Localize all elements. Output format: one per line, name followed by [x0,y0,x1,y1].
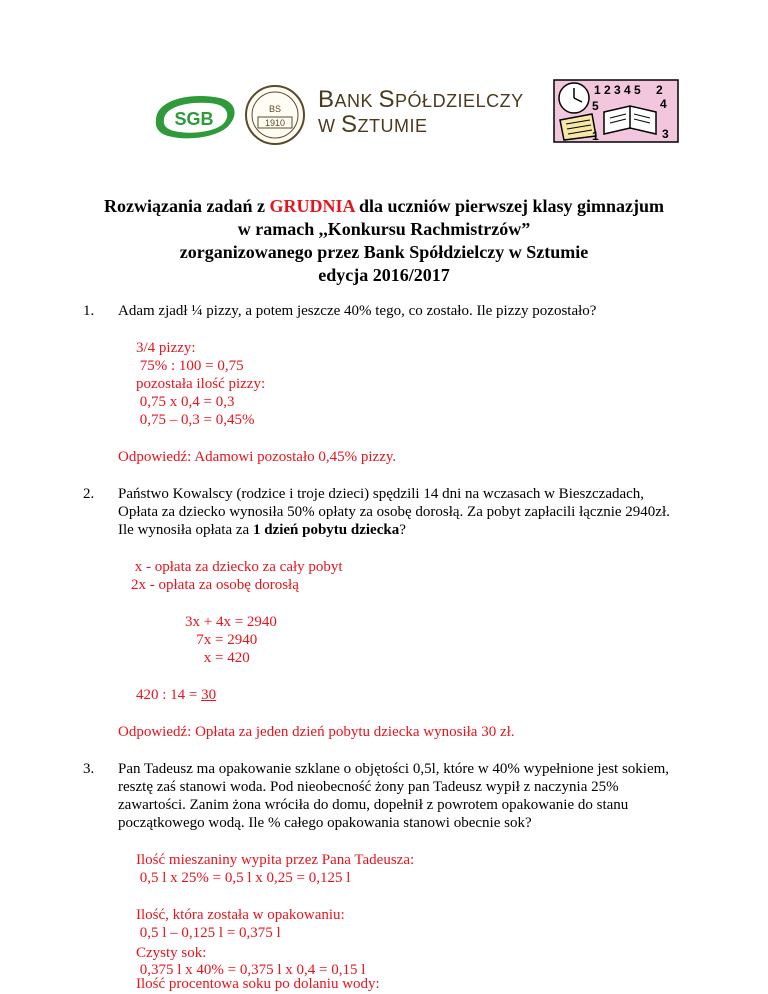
task1-number: 1. [83,303,95,319]
seal-year-text: 1910 [264,118,286,128]
task2-number: 2. [83,486,95,502]
task3-step-line: 0,5 l – 0,125 l = 0,375 l [136,925,281,941]
task2-question-line: Państwo Kowalscy (rodzice i troje dzieci) spędzili 14 dni na wczasach w Bieszczadach, [118,486,645,502]
task2-equation: 3x + 4x = 2940 [185,614,277,630]
bank-name-line1: BANK SPÓŁDZIELCZY [318,86,524,113]
task1-solution-line: pozostała ilość pizzy: [136,376,266,392]
task3-question-line: Pan Tadeusz ma opakowanie szklane o objętości 0,5l, które w 40% wypełnione jest sokiem, [118,761,670,777]
bank-name-line2: W SZTUMIE [318,111,428,138]
task2-equation: 7x = 2940 [185,632,258,648]
title-line1: Rozwiązania zadań z GRUDNIA dla uczniów pierwszej klasy gimnazjum [103,196,664,216]
task3-step-line: Ilość procentowa soku po dolaniu wody: [136,976,380,992]
svg-text:1: 1 [592,129,599,143]
svg-text:3: 3 [662,127,669,141]
task1-solution-line: 0,75 x 0,4 = 0,3 [136,394,235,410]
svg-text:1 2 3 4 5: 1 2 3 4 5 [594,83,641,97]
task2-division-result: 30 [201,687,217,703]
header-logos [140,78,680,148]
task2-definition: 2x - opłata za osobę dorosłą [131,577,299,593]
task3-step-line: Ilość, która została w opakowaniu: [136,907,345,923]
task3-step-line: Czysty sok: [136,945,207,961]
bank-name [318,88,524,138]
task2-equation: x = 420 [185,650,250,666]
task1-solution-line: 75% : 100 = 0,75 [136,358,244,374]
task3-step-line: 0,375 l x 40% = 0,375 l x 0,4 = 0,15 l [136,962,366,978]
sgb-logo-icon [150,90,240,144]
task3-question-line: resztę zaś stanowi woda. Pod nieobecność żony pan Tadeusz wypił z naczynia 25% [118,779,619,795]
task1-answer: Odpowiedź: Adamowi pozostało 0,45% pizzy. [118,449,397,465]
task2-answer: Odpowiedź: Opłata za jeden dzień pobytu dziecka wynosiła 30 zł. [118,724,515,740]
sgb-logo-text: SGB [174,109,214,129]
task2-division: 420 : 14 = 30 [136,687,217,703]
title-line2: w ramach ,,Konkursu Rachmistrzów” [237,219,531,239]
task2-question-line: Opłata za dziecko wynosiła 50% opłaty za osobę dorosłą. Za pobyt zapłacili łącznie 2940zł. [118,504,670,520]
title-line3: zorganizowanego przez Bank Spółdzielczy w Sztumie [179,242,589,262]
task2-definition: x - opłata za dziecko za cały pobyt [131,559,343,575]
document-title [0,195,768,287]
task3-step-line: 0,5 l x 25% = 0,5 l x 0,25 = 0,125 l [136,870,351,886]
task1-solution-line: 0,75 – 0,3 = 0,45% [136,412,255,428]
task2-question-line: Ile wynosiła opłata za 1 dzień pobytu dziecka? [118,522,406,538]
task1-question: Adam zjadł ¼ pizzy, a potem jeszcze 40% tego, co zostało. Ile pizzy pozostało? [118,303,597,319]
svg-text:5: 5 [592,99,599,113]
task3-number: 3. [83,761,95,777]
title-line4: edycja 2016/2017 [318,265,450,285]
task3-step-line: Ilość mieszaniny wypita przez Pana Tadeusza: [136,852,415,868]
svg-text:2: 2 [656,83,663,97]
task1-solution-line: 3/4 pizzy: [136,340,196,356]
clock-books-numbers-icon [552,78,680,144]
seal-top-text: BS [268,104,282,114]
task3-question-line: zawartości. Zanim żona wróciła do domu, dopełnił z powrotem opakowanie do stanu [118,797,629,813]
svg-text:4: 4 [660,97,667,111]
title-month: GRUDNIA [269,196,355,216]
bs-seal-icon [244,84,306,146]
task3-question-line: początkowego wodą. Ile % całego opakowania stanowi obecnie sok? [118,815,532,831]
